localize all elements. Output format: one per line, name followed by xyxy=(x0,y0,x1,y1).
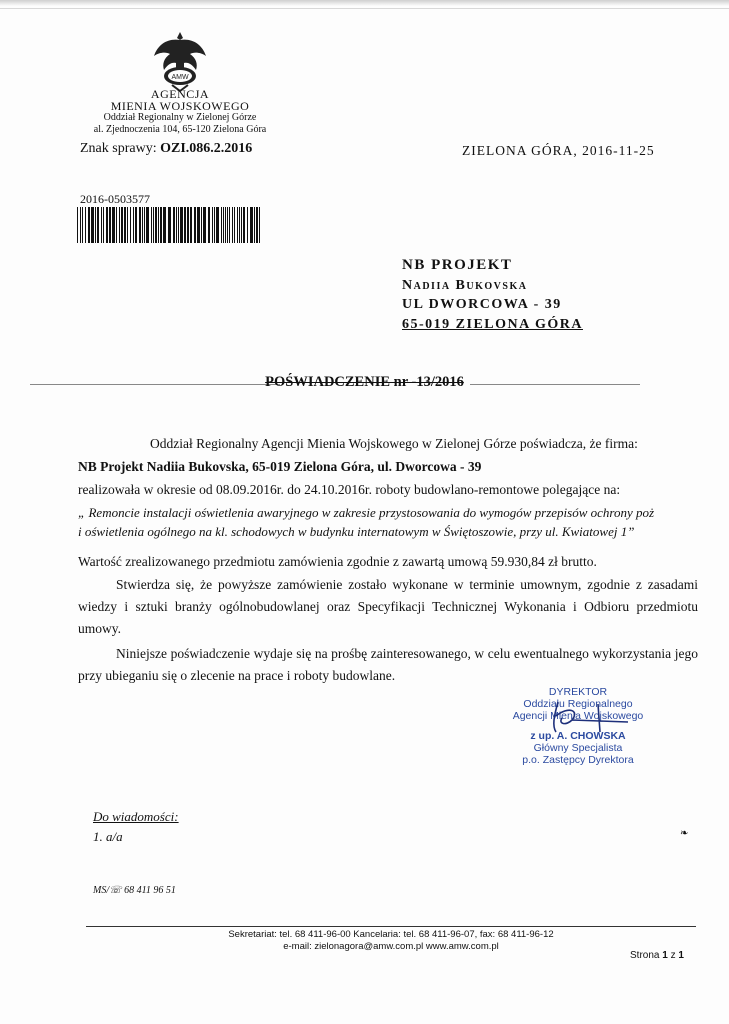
eagle-emblem-icon xyxy=(150,30,210,92)
agency-name-line2: MIENIA WOJSKOWEGO xyxy=(110,99,250,113)
body-statement: Stwierdza się, że powyższe zamówienie zostało wykonane w terminie umownym, zgodnie z zasadami wiedzy i sztuki branży ogólnobudowlanej oraz Specyfikacji Technicznej Wykonania i Odbioru przedmiotu umowy. xyxy=(78,577,698,636)
scan-mark: ❧ xyxy=(680,828,689,839)
footer-line2: e-mail: zielonagora@amw.com.pl www.amw.com.pl xyxy=(283,941,499,952)
firm-name: NB Projekt Nadiia Bukovska, 65-019 Zielona Góra, ul. Dworcowa - 39 xyxy=(78,459,482,474)
barcode-icon xyxy=(77,207,261,243)
svg-text:AMW: AMW xyxy=(171,74,189,81)
recipient-line4: 65-019 ZIELONA GÓRA xyxy=(402,316,583,332)
recipient-address xyxy=(402,256,662,334)
stamp-line6: p.o. Zastępcy Dyrektora xyxy=(522,754,634,766)
stamp-line4: z up. A. CHOWSKA xyxy=(530,730,626,742)
agency-address: al. Zjednoczenia 104, 65-120 Zielona Góra xyxy=(93,124,267,135)
barcode-number: 2016-0503577 xyxy=(80,192,150,206)
case-number: OZI.086.2.2016 xyxy=(160,141,253,156)
reference-phone: MS/☏ 68 411 96 51 xyxy=(93,885,176,896)
page-total: 1 xyxy=(678,950,684,961)
body-period: realizowała w okresie od 08.09.2016r. do 24.10.2016r. roboty budowlano-remontowe polegające na: xyxy=(78,482,621,497)
body-closing: Niniejsze poświadczenie wydaje się na prośbę zainteresowanego, w celu ewentualnego wykorzystania jego przy ubieganiu się o zlecenie na prace i roboty budowlane. xyxy=(78,646,698,683)
footer-contact xyxy=(86,929,696,953)
recipient-line1: NB PROJEKT xyxy=(402,257,513,273)
footer-rule xyxy=(86,926,696,927)
scan-line xyxy=(0,8,729,9)
case-reference xyxy=(80,141,252,157)
notes-heading: Do wiadomości: xyxy=(93,809,179,824)
document-title: POŚWIADCZENIE nr -13/2016 xyxy=(265,374,464,390)
recipient-line3: UL DWORCOWA - 39 xyxy=(402,297,562,312)
director-stamp xyxy=(478,686,678,766)
place-date: ZIELONA GÓRA, 2016-11-25 xyxy=(462,143,655,158)
agency-header xyxy=(60,88,300,136)
scope-quote-line1: „ Remoncie instalacji oświetlenia awaryjnego w zakresie przystosowania do wymogów przepisów ochrony poż xyxy=(78,505,655,520)
page-number xyxy=(630,950,684,961)
contract-value: Wartość zrealizowanego przedmiotu zamówienia zgodnie z zawartą umową 59.930,84 zł brutto. xyxy=(78,554,597,569)
stamp-line5: Główny Specjalista xyxy=(533,742,623,754)
page-of: z xyxy=(670,950,676,961)
recipient-line2: Nadiia Bukovska xyxy=(402,277,528,293)
scan-edge xyxy=(0,0,729,6)
page-current: 1 xyxy=(662,950,668,961)
signature-icon xyxy=(528,696,638,736)
footer-line1: Sekretariat: tel. 68 411-96-00 Kancelaria: tel. 68 411-96-07, fax: 68 411-96-12 xyxy=(228,929,554,940)
stamp-line2: Oddziału Regionalnego xyxy=(523,698,633,710)
scope-quote-line2: i oświetlenia ogólnego na kl. schodowych w budynku internatowym w Świętoszowie, przy ul. Kwiatowej 1” xyxy=(78,524,635,539)
agency-branch: Oddział Regionalny w Zielonej Górze xyxy=(103,112,257,123)
body-intro: Oddział Regionalny Agencji Mienia Wojskowego w Zielonej Górze poświadcza, że firma: xyxy=(150,436,638,451)
notes-item: 1. a/a xyxy=(93,829,123,844)
agency-name-line1: AGENCJA xyxy=(150,87,210,101)
page-label: Strona xyxy=(630,950,660,961)
case-label: Znak sprawy: xyxy=(80,141,157,156)
stamp-line1: DYREKTOR xyxy=(548,686,608,698)
stamp-line3: Agencji Mienia Wojskowego xyxy=(512,710,644,722)
